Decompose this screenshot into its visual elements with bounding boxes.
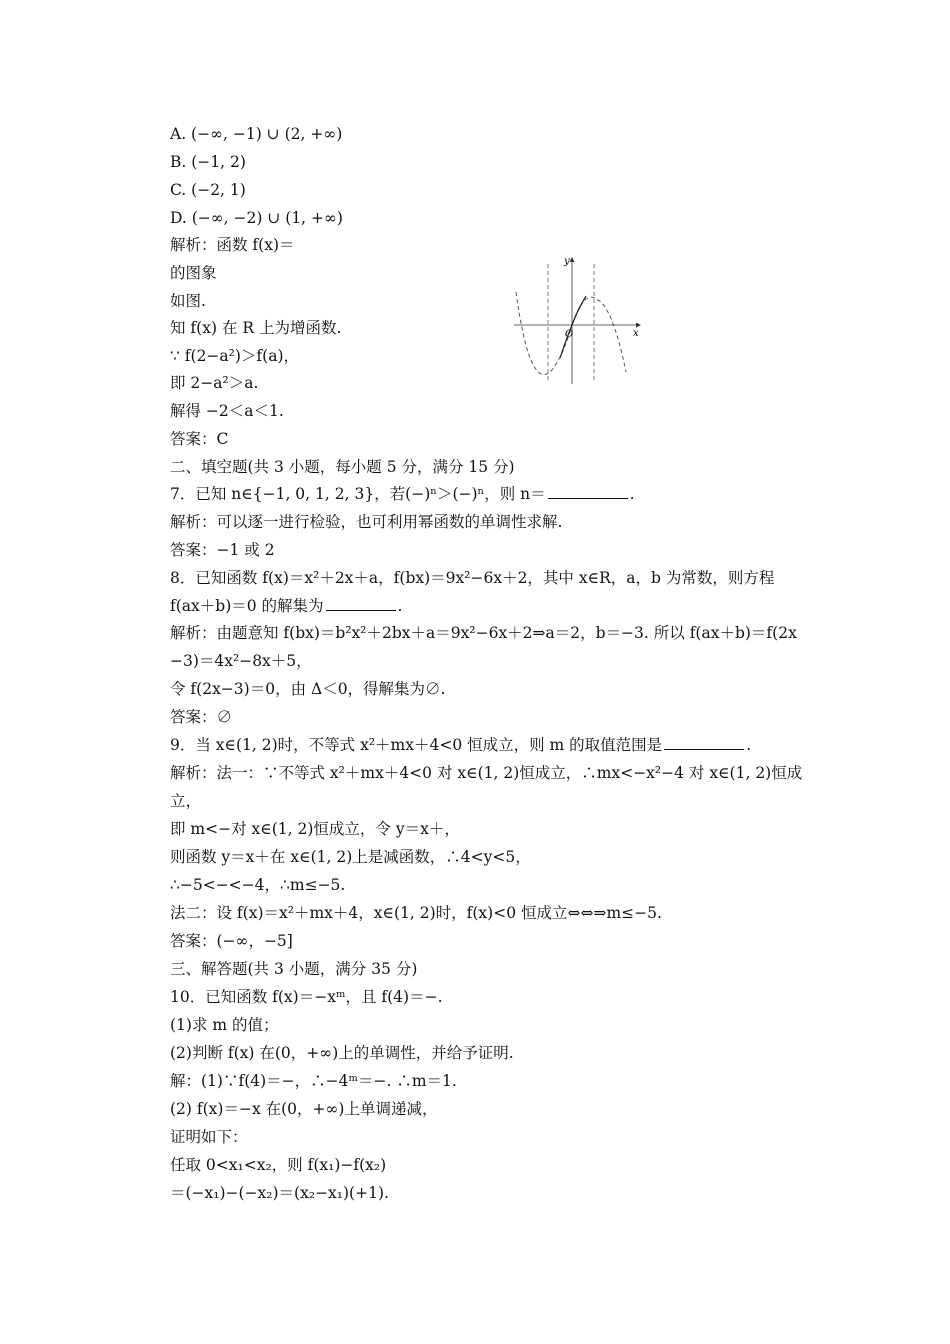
analysis-line: 即 m<−对 x∈(1, 2)恒成立，令 y＝x＋， [170, 820, 460, 838]
question-10: 10．已知函数 f(x)＝−xᵐ，且 f(4)＝−. [170, 988, 443, 1006]
analysis-line: 解析：法一：∵不等式 x²＋mx＋4<0 对 x∈(1, 2)恒成立，∴mx<−x²−4 对 x∈(1, 2)恒成 [170, 764, 803, 782]
answer-blank [664, 735, 744, 750]
option-b: B. (−1, 2) [170, 153, 246, 171]
x-axis-label: x [633, 328, 639, 339]
increasing-curve [560, 296, 586, 358]
function-graph [508, 254, 642, 388]
analysis-line: 解析：函数 f(x)＝ [170, 236, 295, 254]
analysis-line: 立， [170, 792, 202, 810]
origin-label: O [565, 329, 574, 340]
parabola-right [572, 297, 626, 372]
answer-blank [548, 484, 628, 499]
solution-line: (2) f(x)＝−x 在(0，+∞)上单调递减， [170, 1100, 438, 1118]
analysis-line: 解析：由题意知 f(bx)＝b²x²＋2bx＋a＝9x²−6x＋2⇒a＝2，b＝−3. 所以 f(ax＋b)＝f(2x [170, 624, 797, 642]
answer-line: 答案：(−∞，−5] [170, 932, 293, 950]
analysis-line: 则函数 y＝x＋在 x∈(1, 2)上是减函数，∴4<y<5， [170, 848, 531, 866]
solution-line: ＝(−x₁)−(−x₂)＝(x₂−x₁)(+1). [170, 1184, 389, 1202]
question-8: 8．已知函数 f(x)＝x²＋2x＋a，f(bx)＝9x²−6x＋2，其中 x∈R，a，b 为常数，则方程 [170, 569, 775, 587]
analysis-line: ∵ f(2−a²)＞f(a)， [170, 347, 299, 365]
analysis-line: 如图. [170, 292, 206, 310]
analysis-line: 即 2−a²＞a. [170, 374, 259, 392]
question-9-end: . [746, 736, 752, 754]
question-7-text: 7．已知 n∈{−1, 0, 1, 2, 3}，若(−)ⁿ＞(−)ⁿ，则 n＝ [170, 485, 546, 503]
question-9 [170, 735, 751, 755]
analysis-line: 令 f(2x−3)＝0，由 Δ＜0，得解集为∅. [170, 680, 446, 698]
solution-line: 证明如下： [170, 1128, 248, 1146]
x-axis-arrow [636, 323, 641, 328]
analysis-line: −3)＝4x²−8x＋5， [170, 652, 312, 670]
analysis-line: ∴−5<−<−4，∴m≤−5. [170, 876, 346, 894]
analysis-line: 解得 −2＜a＜1. [170, 402, 284, 420]
sub-question: (1)求 m 的值； [170, 1016, 279, 1034]
section-heading: 三、解答题(共 3 小题，满分 35 分) [170, 960, 418, 978]
option-a: A. (−∞, −1) ∪ (2, +∞) [170, 125, 343, 143]
analysis-line: 解析：可以逐一进行检验，也可利用幂函数的单调性求解. [170, 513, 563, 531]
question-9-text: 9．当 x∈(1, 2)时，不等式 x²＋mx＋4<0 恒成立，则 m 的取值范围是 [170, 736, 663, 754]
analysis-line: 知 f(x) 在 R 上为增函数. [170, 319, 342, 337]
y-axis-label: y [564, 256, 570, 267]
solution-line: 任取 0<x₁<x₂，则 f(x₁)−f(x₂) [170, 1156, 387, 1174]
answer-blank [326, 596, 396, 611]
option-d: D. (−∞, −2) ∪ (1, +∞) [170, 209, 343, 227]
answer-line: 答案：∅ [170, 708, 233, 726]
question-7-end: . [629, 485, 635, 503]
analysis-line: 法二：设 f(x)＝x²＋mx＋4，x∈(1, 2)时，f(x)<0 恒成立⇔⇔⇒m≤−5. [170, 904, 662, 922]
section-heading: 二、填空题(共 3 小题，每小题 5 分，满分 15 分) [170, 458, 515, 476]
question-8-cont [170, 596, 402, 616]
question-7 [170, 484, 635, 504]
answer-line: 答案：C [170, 430, 229, 448]
parabola-left [516, 292, 572, 375]
y-axis-arrow [570, 257, 575, 262]
solution-line: 解：(1)∵f(4)＝−，∴−4ᵐ＝−. ∴m＝1. [170, 1072, 457, 1090]
question-8-text: f(ax＋b)＝0 的解集为 [170, 597, 324, 615]
answer-line: 答案：−1 或 2 [170, 541, 275, 559]
sub-question: (2)判断 f(x) 在(0，+∞)上的单调性，并给予证明. [170, 1044, 514, 1062]
question-8-end: . [397, 597, 403, 615]
option-c: C. (−2, 1) [170, 181, 246, 199]
analysis-line: 的图象 [170, 264, 217, 282]
